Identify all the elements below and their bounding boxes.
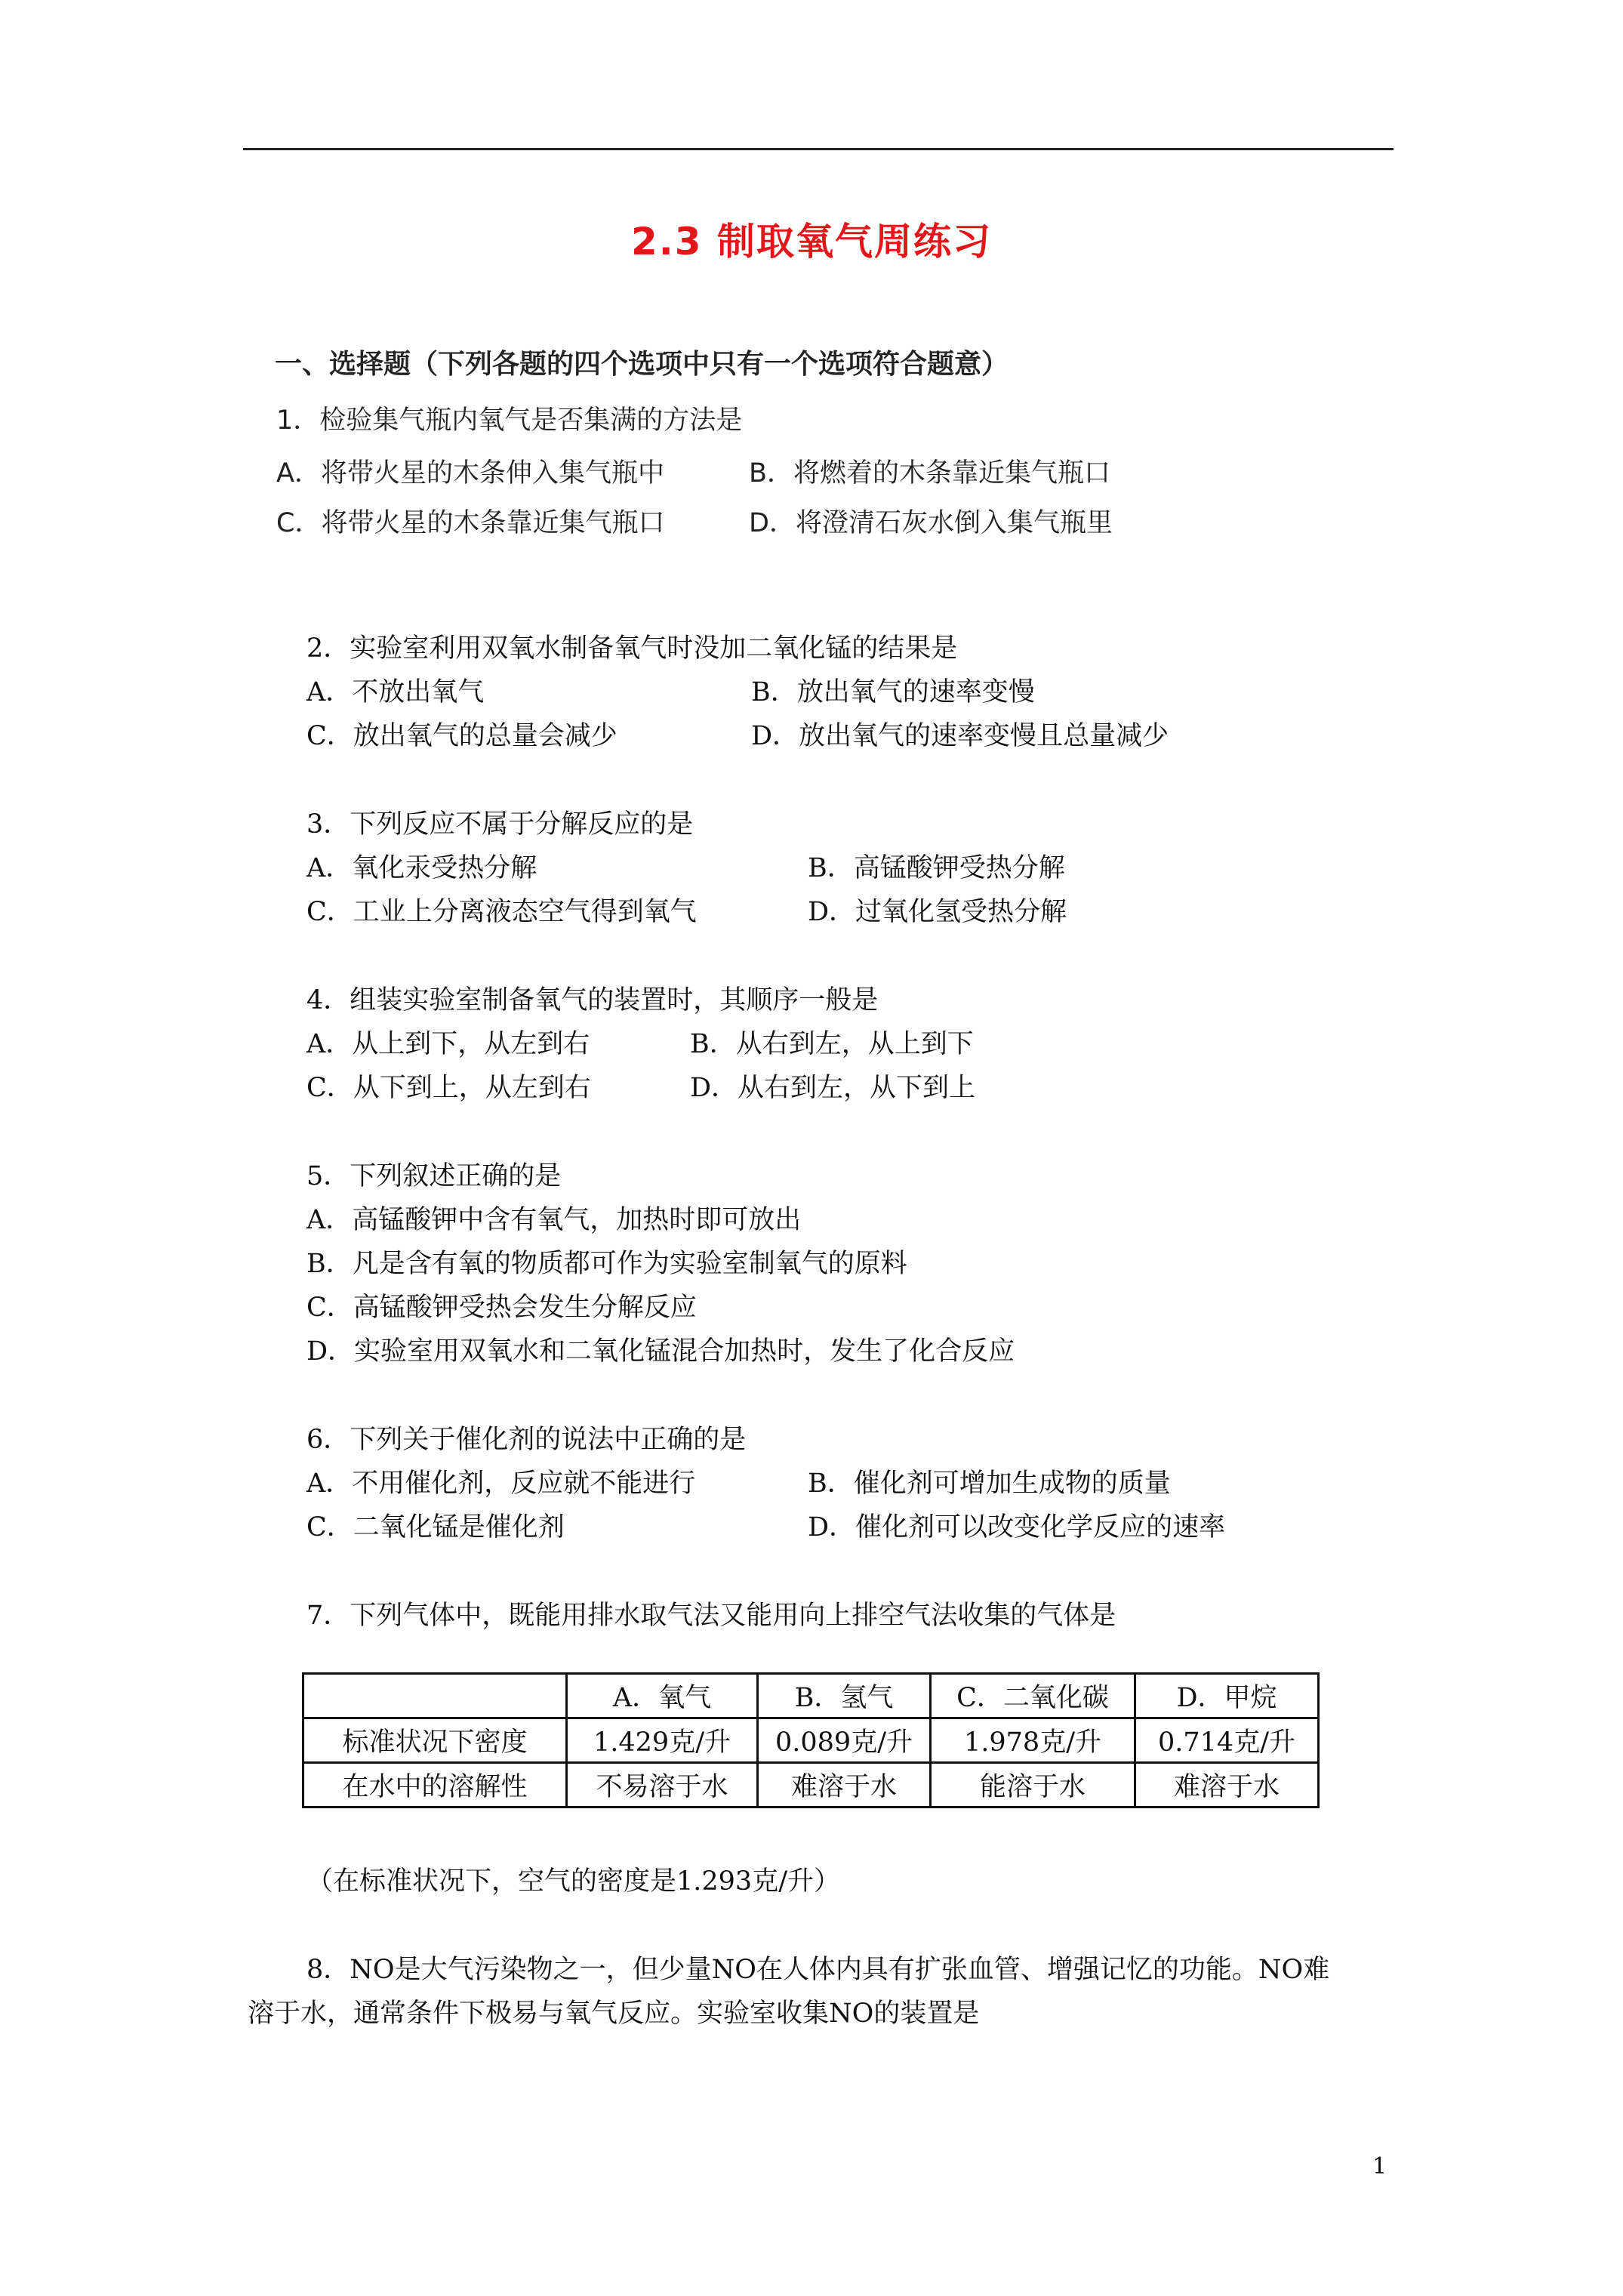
question-1-option-d: D．将澄清石灰水倒入集气瓶里 [749,508,1113,538]
question-5-stem: 5．下列叙述正确的是 [306,1161,562,1191]
question-3-stem: 3．下列反应不属于分解反应的是 [306,809,694,840]
question-6-stem: 6．下列关于催化剂的说法中正确的是 [306,1425,747,1455]
question-3-option-c: C．工业上分离液态空气得到氧气 [306,897,697,927]
question-2-option-d: D．放出氧气的速率变慢且总量减少 [751,721,1169,751]
question-6-option-b: B．催化剂可增加生成物的质量 [808,1469,1171,1499]
question-2-stem: 2．实验室利用双氧水制备氧气时没加二氧化锰的结果是 [306,633,958,664]
question-5-option-a: A．高锰酸钾中含有氧气，加热时即可放出 [306,1205,802,1235]
table-row [303,1763,1319,1808]
question-2-option-a: A．不放出氧气 [306,677,485,707]
table-header-cell: B．氢气 [758,1674,931,1718]
table-header-cell: D．甲烷 [1135,1674,1319,1718]
question-5-option-c: C．高锰酸钾受热会发生分解反应 [306,1293,697,1323]
table-cell: 在水中的溶解性 [303,1763,567,1808]
air-density-note: （在标准状况下，空气的密度是1.293克/升） [306,1866,840,1897]
table-cell: 不易溶于水 [567,1763,758,1808]
question-4-option-c: C．从下到上，从左到右 [306,1073,591,1103]
question-4-option-a: A．从上到下，从左到右 [306,1029,590,1059]
question-8-line-1: 8．NO是大气污染物之一，但少量NO在人体内具有扩张血管、增强记忆的功能。NO难 [306,1955,1330,1985]
table-cell: 0.714克/升 [1135,1718,1319,1763]
table-header-cell: A．氧气 [567,1674,758,1718]
table-cell: 难溶于水 [758,1763,931,1808]
question-7-stem: 7．下列气体中，既能用排水取气法又能用向上排空气法收集的气体是 [306,1601,1116,1631]
table-header-cell [303,1674,567,1718]
header-rule [243,148,1394,150]
question-1-stem: 1．检验集气瓶内氧气是否集满的方法是 [276,405,743,436]
question-3-option-d: D．过氧化氢受热分解 [808,897,1067,927]
table-cell: 1.429克/升 [567,1718,758,1763]
question-6-option-a: A．不用催化剂，反应就不能进行 [306,1469,696,1499]
question-2-option-b: B．放出氧气的速率变慢 [751,677,1035,707]
question-6-option-c: C．二氧化锰是催化剂 [306,1512,565,1542]
question-6-option-d: D．催化剂可以改变化学反应的速率 [808,1512,1226,1542]
table-cell: 标准状况下密度 [303,1718,567,1763]
question-2-option-c: C．放出氧气的总量会减少 [306,721,617,751]
table-row [303,1718,1319,1763]
question-4-option-d: D．从右到左，从下到上 [690,1073,976,1103]
page-title: 2.3 制取氧气周练习 [631,220,992,264]
question-5-option-b: B．凡是含有氧的物质都可作为实验室制氧气的原料 [306,1249,907,1279]
question-4-stem: 4．组装实验室制备氧气的装置时，其顺序一般是 [306,985,879,1015]
gas-properties-table [302,1672,1320,1808]
table-cell: 难溶于水 [1135,1763,1319,1808]
question-1-option-a: A．将带火星的木条伸入集气瓶中 [276,458,664,488]
section-heading: 一、选择题（下列各题的四个选项中只有一个选项符合题意） [275,349,1009,380]
question-8-line-2: 溶于水，通常条件下极易与氧气反应。实验室收集NO的装置是 [248,1999,980,2029]
question-1-option-c: C．将带火星的木条靠近集气瓶口 [276,508,665,538]
question-1-option-b: B．将燃着的木条靠近集气瓶口 [749,458,1111,488]
table-cell: 0.089克/升 [758,1718,931,1763]
question-4-option-b: B．从右到左，从上到下 [690,1029,974,1059]
question-5-option-d: D．实验室用双氧水和二氧化锰混合加热时，发生了化合反应 [306,1336,1015,1367]
table-cell: 1.978克/升 [931,1718,1135,1763]
question-3-option-b: B．高锰酸钾受热分解 [808,853,1065,883]
question-3-option-a: A．氧化汞受热分解 [306,853,537,883]
table-header-cell: C．二氧化碳 [931,1674,1135,1718]
table-header-row [303,1674,1319,1718]
table-cell: 能溶于水 [931,1763,1135,1808]
page-number: 1 [1372,2153,1387,2180]
